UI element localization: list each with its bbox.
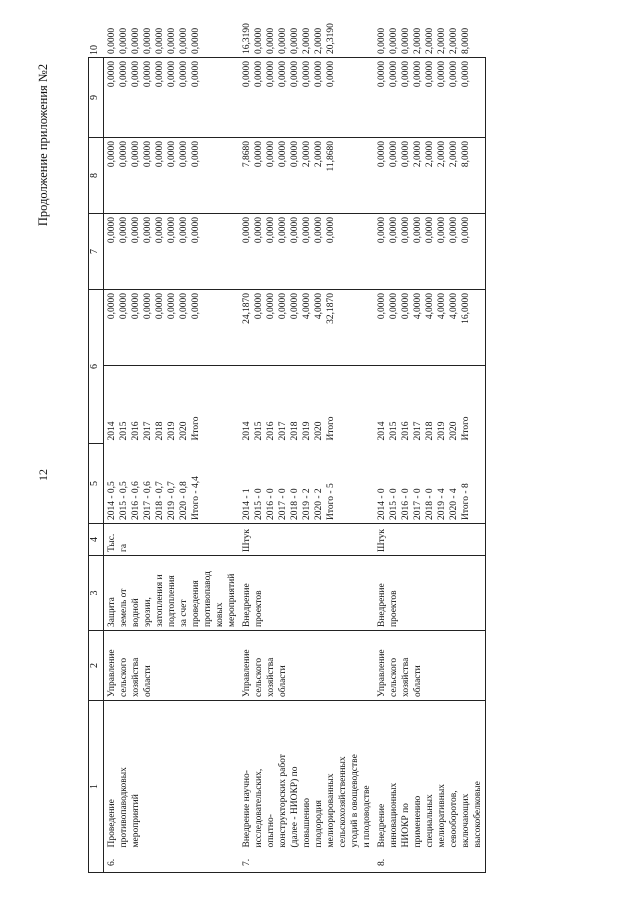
- table-row: 7. Внедрение научно- исследовательских, опытно- конструкторских работ (далее - НИОКР) по повышению плодородия мелиорированных сельскохозяйственных угодий в овощеводстве и плодоводстве Управление сельского хозяйства области Внедрение проектов Штук 2014 - 1 2015 - 0 2016 - 0 2017 - 0 2018 - 0 2019 - 2 2020 - 2 Итого - 5 2014 2015 2016 2017 2018 2019 2020 Итого 24,1870 0,0000 0,0000 0,0000 0,0000 4,0000 4,0000 32,1870 0,0000 0,0000 0,0000 0,0000 0,0000 0,0000 0,0000 0,0000 7,8680 0,0000 0,0000 0,0000 0,0000 2,0000 2,0000 11,8680 0,0000 0,0000 0,0000 0,0000 0,0000 0,0000 0,0000 0,0000 16,3190 0,0000 0,0000 0,0000 0,0000 2,0000 2,0000 20,3190: [239, 58, 374, 873]
- local-funding-line: 0,0000: [254, 61, 264, 88]
- executor-line: Управление: [377, 649, 387, 697]
- activity-name-line: мелиорированных: [326, 773, 336, 848]
- federal-funding-line: 0,0000: [401, 217, 411, 244]
- unit-line: га: [119, 543, 129, 552]
- cell-unit: [239, 524, 374, 556]
- target-values-line: 2015 - 0: [254, 488, 264, 520]
- years-line: 2017: [143, 421, 153, 441]
- activity-name-line: исследовательских,: [254, 768, 264, 848]
- local-funding-line: 0,0000: [242, 61, 252, 88]
- activity-name-line: Внедрение: [377, 803, 387, 848]
- years-line: 2017: [413, 421, 423, 441]
- target-values-line: 2017 - 0,6: [143, 481, 153, 520]
- regional-funding-line: 2,0000: [425, 141, 435, 168]
- regional-funding-line: 11,8680: [326, 141, 336, 172]
- indicator-line: мероприятий: [227, 573, 237, 627]
- federal-funding-line: 0,0000: [131, 217, 141, 244]
- indicator-line: проектов: [389, 590, 399, 627]
- executor-line: Управление: [242, 649, 252, 697]
- target-values-line: 2020 - 4: [449, 488, 459, 520]
- indicator-line: проектов: [254, 590, 264, 627]
- indicator-line: затопления и: [155, 574, 165, 627]
- cell-local-funding: [239, 58, 374, 138]
- federal-funding-line: 0,0000: [461, 217, 471, 244]
- federal-funding-line: 0,0000: [119, 217, 129, 244]
- cell-activity-name: [239, 701, 374, 851]
- activity-name-line: инновационных: [389, 782, 399, 848]
- total-funding-line: 4,0000: [413, 293, 423, 320]
- cell-indicator: [374, 556, 486, 631]
- target-values-line: 2016 - 0: [401, 488, 411, 520]
- local-funding-line: 0,0000: [290, 61, 300, 88]
- federal-funding-line: 0,0000: [167, 217, 177, 244]
- executor-line: области: [413, 665, 423, 697]
- cell-federal-funding: [104, 214, 240, 290]
- years-line: 2014: [107, 421, 117, 441]
- cell-total-funding: [104, 290, 240, 366]
- table-body: [104, 23, 486, 873]
- activity-name-line: применению: [413, 795, 423, 848]
- rotated-table-container: [88, 23, 618, 873]
- cell-target-values: [104, 444, 240, 524]
- cell-row-number: [104, 851, 240, 873]
- target-values-line: Итого - 8: [461, 483, 471, 520]
- years-line: 2019: [167, 421, 177, 441]
- target-values-line: 2014 - 0,5: [107, 481, 117, 520]
- activity-name-line: сельскохозяйственных: [338, 756, 348, 848]
- cell-total-funding: [239, 290, 374, 366]
- years-line: 2018: [155, 421, 165, 441]
- federal-funding-line: 0,0000: [143, 217, 153, 244]
- total-funding-line: 0,0000: [107, 293, 117, 320]
- target-values-line: 2019 - 2: [302, 488, 312, 520]
- cell-indicator: [239, 556, 374, 631]
- cell-row-number: [239, 851, 374, 873]
- total-funding-line: 32,1870: [326, 293, 336, 324]
- col-number-7: 7: [89, 214, 104, 290]
- target-values-line: 2015 - 0: [389, 488, 399, 520]
- federal-funding-line: 0,0000: [326, 217, 336, 244]
- federal-funding-line: 0,0000: [314, 217, 324, 244]
- local-funding-line: 0,0000: [389, 61, 399, 88]
- cell-executor: [104, 631, 240, 701]
- executor-line: сельского: [119, 657, 129, 697]
- total-funding-line: 4,0000: [437, 293, 447, 320]
- executor-line: хозяйства: [401, 657, 411, 697]
- target-values-line: 2016 - 0: [266, 488, 276, 520]
- regional-funding-line: 2,0000: [449, 141, 459, 168]
- years-line: 2016: [401, 421, 411, 441]
- row-number-text: 8.: [377, 858, 387, 866]
- col-number-2: 2: [89, 631, 104, 701]
- target-values-line: 2020 - 0,8: [179, 481, 189, 520]
- total-funding-line: 0,0000: [167, 293, 177, 320]
- local-funding-line: 0,0000: [278, 61, 288, 88]
- activity-name-line: и плодоводстве: [362, 785, 372, 848]
- cell-target-values: [374, 444, 486, 524]
- regional-funding-line: 0,0000: [278, 141, 288, 168]
- target-values-line: 2017 - 0: [413, 488, 423, 520]
- page-number: 12: [36, 469, 50, 481]
- table-row: 8. Внедрение инновационных НИОКР по применению специальных мелиоративных севооборотов, включающих высокобелковые Управление сельского хозяйства области Внедрение проектов Штук 2014 - 0 2015 - 0 2016 - 0 2017 - 0 2018 - 0 2019 - 4 2020 - 4 Итого - 8 2014 2015 2016 2017 2018 2019 2020 Итого 0,0000 0,0000 0,0000 4,0000 4,0000 4,0000 4,0000 16,0000 0,0000 0,0000 0,0000 0,0000 0,0000 0,0000 0,0000 0,0000 0,0000 0,0000 0,0000 2,0000 2,0000 2,0000 2,0000 8,0000 0,0000 0,0000 0,0000 0,0000 0,0000 0,0000 0,0000 0,0000 0,0000 0,0000 0,0000 2,0000 2,0000 2,0000 2,0000 8,0000: [374, 58, 486, 873]
- cell-row-number: [374, 851, 486, 873]
- regional-funding-line: 0,0000: [143, 141, 153, 168]
- years-line: 2015: [254, 421, 264, 441]
- target-values-line: Итого - 5: [326, 483, 336, 520]
- local-funding-line: 0,0000: [266, 61, 276, 88]
- activity-name-line: НИОКР по: [401, 803, 411, 848]
- local-funding-line: 0,0000: [167, 61, 177, 88]
- total-funding-line: 0,0000: [389, 293, 399, 320]
- total-funding-line: 0,0000: [191, 293, 201, 320]
- years-line: 2019: [302, 421, 312, 441]
- indicator-line: водной: [131, 598, 141, 627]
- local-funding-line: 0,0000: [326, 61, 336, 88]
- total-funding-line: 0,0000: [254, 293, 264, 320]
- regional-funding-line: 0,0000: [131, 141, 141, 168]
- regional-funding-line: 0,0000: [107, 141, 117, 168]
- program-table: [88, 23, 486, 873]
- local-funding-line: 0,0000: [461, 61, 471, 88]
- activity-name-line: высокобелковые: [473, 781, 483, 848]
- indicator-line: Внедрение: [242, 583, 252, 627]
- appendix-title: Продолжение приложения №2: [36, 63, 50, 227]
- federal-funding-line: 0,0000: [278, 217, 288, 244]
- years-line: 2019: [437, 421, 447, 441]
- activity-name-line: мероприятий: [131, 794, 141, 848]
- cell-activity-name: [104, 701, 240, 851]
- activity-name-line: Внедрение научно-: [242, 770, 252, 848]
- federal-funding-line: 0,0000: [155, 217, 165, 244]
- years-line: 2016: [266, 421, 276, 441]
- executor-line: области: [278, 665, 288, 697]
- total-funding-line: 0,0000: [155, 293, 165, 320]
- col-number-8: 8: [89, 138, 104, 214]
- row-number-text: 6.: [107, 858, 117, 866]
- target-values-line: 2016 - 0,6: [131, 481, 141, 520]
- total-funding-line: 0,0000: [290, 293, 300, 320]
- col-number-3: 3: [89, 556, 104, 631]
- years-line: 2015: [119, 421, 129, 441]
- col-number-1: 1: [89, 701, 104, 873]
- regional-funding-line: 0,0000: [119, 141, 129, 168]
- local-funding-line: 0,0000: [119, 61, 129, 88]
- years-line: 2020: [449, 421, 459, 441]
- local-funding-line: 0,0000: [107, 61, 117, 88]
- total-funding-line: 0,0000: [143, 293, 153, 320]
- activity-name-line: угодий в овощеводстве: [350, 754, 360, 848]
- years-line: 2020: [179, 421, 189, 441]
- federal-funding-line: 0,0000: [389, 217, 399, 244]
- cell-local-funding: [374, 58, 486, 138]
- cell-local-funding: [104, 58, 240, 138]
- executor-line: сельского: [389, 657, 399, 697]
- federal-funding-line: 0,0000: [425, 217, 435, 244]
- cell-federal-funding: [239, 214, 374, 290]
- regional-funding-line: 0,0000: [179, 141, 189, 168]
- total-funding-line: 4,0000: [449, 293, 459, 320]
- indicator-line: противопавод: [203, 571, 213, 627]
- years-line: 2015: [389, 421, 399, 441]
- federal-funding-line: 0,0000: [191, 217, 201, 244]
- federal-funding-line: 0,0000: [377, 217, 387, 244]
- federal-funding-line: 0,0000: [413, 217, 423, 244]
- col-number-4: 4: [89, 524, 104, 556]
- regional-funding-line: 0,0000: [290, 141, 300, 168]
- cell-years: [104, 366, 240, 444]
- years-line: 2018: [290, 421, 300, 441]
- total-funding-line: 4,0000: [302, 293, 312, 320]
- local-funding-line: 0,0000: [314, 61, 324, 88]
- activity-name-line: включающих: [461, 793, 471, 848]
- cell-regional-funding: [104, 138, 240, 214]
- local-funding-line: 0,0000: [155, 61, 165, 88]
- local-funding-line: 0,0000: [131, 61, 141, 88]
- executor-line: хозяйства: [131, 657, 141, 697]
- activity-name-line: севооборотов,: [449, 790, 459, 848]
- total-funding-line: 0,0000: [278, 293, 288, 320]
- federal-funding-line: 0,0000: [449, 217, 459, 244]
- total-funding-line: 0,0000: [179, 293, 189, 320]
- target-values-line: 2019 - 4: [437, 488, 447, 520]
- local-funding-line: 0,0000: [302, 61, 312, 88]
- total-funding-line: 24,1870: [242, 293, 252, 324]
- years-line: Итого: [191, 416, 201, 441]
- activity-name-line: опытно-: [266, 814, 276, 848]
- federal-funding-line: 0,0000: [266, 217, 276, 244]
- cell-years: [239, 366, 374, 444]
- years-line: Итого: [461, 416, 471, 441]
- regional-funding-line: 7,8680: [242, 141, 252, 168]
- total-funding-line: 0,0000: [266, 293, 276, 320]
- indicator-line: подтопления: [167, 575, 177, 627]
- indicator-line: за счет: [179, 599, 189, 627]
- indicator-line: ковых: [215, 602, 225, 627]
- years-line: 2014: [377, 421, 387, 441]
- target-values-line: Итого - 4,4: [191, 476, 201, 520]
- local-funding-line: 0,0000: [449, 61, 459, 88]
- local-funding-line: 0,0000: [191, 61, 201, 88]
- table-row: 6. Проведение противопаводковых мероприятий Управление сельского хозяйства области Защита земель от водной эрозии, затопления и подтопления за счет проведения противопавод ковых мероприятий Тыс. га 2014 - 0,5 2015 - 0,5 2016 - 0,6 2017 - 0,6 2018 - 0,7 2019 - 0,7 2020 - 0,8 Итого - 4,4 2014 2015 2016 2017 2018 2019 2020 Итого 0,0000 0,0000 0,0000 0,0000 0,0000 0,0000 0,0000 0,0000 0,0000 0,0000 0,0000 0,0000 0,0000 0,0000 0,0000 0,0000 0,0000 0,0000 0,0000 0,0000 0,0000 0,0000 0,0000 0,0000 0,0000 0,0000 0,0000 0,0000 0,0000 0,0000 0,0000 0,0000 0,0000 0,0000 0,0000 0,0000 0,0000 0,0000 0,0000 0,0000: [104, 58, 240, 873]
- years-line: 2016: [131, 421, 141, 441]
- cell-activity-name: [374, 701, 486, 851]
- unit-line: Штук: [377, 529, 387, 552]
- local-funding-line: 0,0000: [143, 61, 153, 88]
- indicator-line: Защита: [107, 597, 117, 627]
- regional-funding-line: 2,0000: [413, 141, 423, 168]
- federal-funding-line: 0,0000: [107, 217, 117, 244]
- target-values-line: 2014 - 0: [377, 488, 387, 520]
- activity-name-line: повышению: [302, 798, 312, 848]
- col-number-6: 6: [89, 290, 104, 444]
- cell-regional-funding: [239, 138, 374, 214]
- activity-name-line: мелиоративных: [437, 784, 447, 848]
- total-funding-line: 0,0000: [131, 293, 141, 320]
- executor-line: хозяйства: [266, 657, 276, 697]
- federal-funding-line: 0,0000: [179, 217, 189, 244]
- cell-total-funding: [374, 290, 486, 366]
- regional-funding-line: 2,0000: [314, 141, 324, 168]
- regional-funding-line: 2,0000: [437, 141, 447, 168]
- unit-line: Штук: [242, 529, 252, 552]
- local-funding-line: 0,0000: [179, 61, 189, 88]
- indicator-line: земель от: [119, 588, 129, 627]
- regional-funding-line: 0,0000: [155, 141, 165, 168]
- regional-funding-line: 0,0000: [401, 141, 411, 168]
- total-funding-line: 16,0000: [461, 293, 471, 324]
- years-line: 2014: [242, 421, 252, 441]
- unit-line: Тыс.: [107, 533, 117, 552]
- years-line: 2017: [278, 421, 288, 441]
- target-values-line: 2018 - 0: [425, 488, 435, 520]
- activity-name-line: плодородия: [314, 800, 324, 848]
- row-number-text: 7.: [242, 858, 252, 866]
- activity-name-line: Проведение: [107, 799, 117, 848]
- cell-unit: [104, 524, 240, 556]
- target-values-line: 2014 - 1: [242, 488, 252, 520]
- target-values-line: 2015 - 0,5: [119, 481, 129, 520]
- activity-name-line: (далее - НИОКР) по: [290, 766, 300, 848]
- target-values-line: 2020 - 2: [314, 488, 324, 520]
- activity-name-line: специальных: [425, 794, 435, 848]
- col-number-5: 5: [89, 444, 104, 524]
- regional-funding-line: 0,0000: [167, 141, 177, 168]
- executor-line: сельского: [254, 657, 264, 697]
- total-funding-line: 0,0000: [401, 293, 411, 320]
- federal-funding-line: 0,0000: [290, 217, 300, 244]
- federal-funding-line: 0,0000: [254, 217, 264, 244]
- target-values-line: 2019 - 0,7: [167, 481, 177, 520]
- years-line: 2018: [425, 421, 435, 441]
- regional-funding-line: 0,0000: [191, 141, 201, 168]
- cell-unit: [374, 524, 486, 556]
- cell-regional-funding: [374, 138, 486, 214]
- years-line: 2020: [314, 421, 324, 441]
- target-values-line: 2017 - 0: [278, 488, 288, 520]
- total-funding-line: 4,0000: [314, 293, 324, 320]
- target-values-line: 2018 - 0,7: [155, 481, 165, 520]
- regional-funding-line: 0,0000: [377, 141, 387, 168]
- target-values-line: 2018 - 0: [290, 488, 300, 520]
- cell-target-values: [239, 444, 374, 524]
- regional-funding-line: 8,0000: [461, 141, 471, 168]
- years-line: Итого: [326, 416, 336, 441]
- cell-indicator: [104, 556, 240, 631]
- column-number-row: 1 2 3 4 5 6 7 8 9 10: [89, 58, 104, 873]
- federal-funding-line: 0,0000: [302, 217, 312, 244]
- indicator-line: Внедрение: [377, 583, 387, 627]
- activity-name-line: конструкторских работ: [278, 754, 288, 848]
- local-funding-line: 0,0000: [377, 61, 387, 88]
- local-funding-line: 0,0000: [413, 61, 423, 88]
- total-funding-line: 4,0000: [425, 293, 435, 320]
- local-funding-line: 0,0000: [401, 61, 411, 88]
- col-number-9: 9: [89, 58, 104, 138]
- regional-funding-line: 2,0000: [302, 141, 312, 168]
- cell-executor: [374, 631, 486, 701]
- cell-years: [374, 366, 486, 444]
- total-funding-line: 0,0000: [377, 293, 387, 320]
- local-funding-line: 0,0000: [437, 61, 447, 88]
- regional-funding-line: 0,0000: [389, 141, 399, 168]
- executor-line: области: [143, 665, 153, 697]
- federal-funding-line: 0,0000: [242, 217, 252, 244]
- regional-funding-line: 0,0000: [266, 141, 276, 168]
- local-funding-line: 0,0000: [425, 61, 435, 88]
- federal-funding-line: 0,0000: [437, 217, 447, 244]
- indicator-line: проведения: [191, 580, 201, 627]
- cell-executor: [239, 631, 374, 701]
- executor-line: Управление: [107, 649, 117, 697]
- total-funding-line: 0,0000: [119, 293, 129, 320]
- regional-funding-line: 0,0000: [254, 141, 264, 168]
- activity-name-line: противопаводковых: [119, 767, 129, 848]
- indicator-line: эрозии,: [143, 597, 153, 627]
- cell-federal-funding: [374, 214, 486, 290]
